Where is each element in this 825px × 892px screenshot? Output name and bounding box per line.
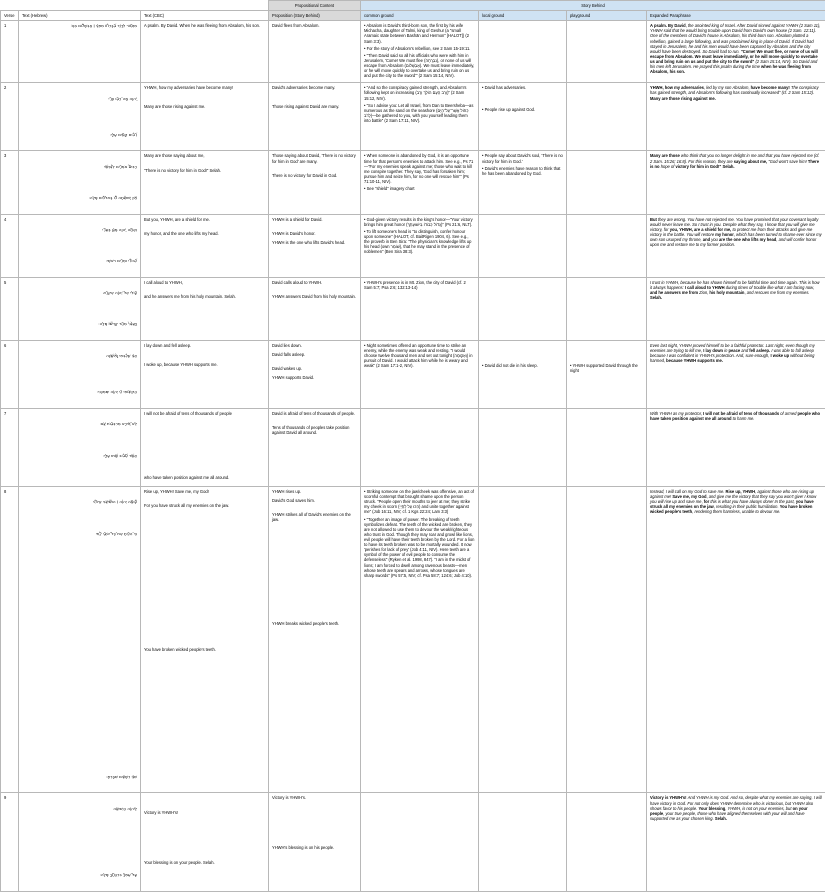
- verse-number: 8: [1, 487, 19, 793]
- expanded-paraphrase-cell: I trust in YHWH, because he has shown himself to be faithful time and time again. This is how it always happens: I call aloud to YHWH during times of trouble like what I am facing now, and he answers me from Zion, his holy mountain, and rescues me from my enemies. Selah.: [647, 277, 825, 340]
- hebrew-text: רַבִּים֮ אֹמְרִ֪ים לְנַ֫פְשִׁ֥י אֵ֤ין יְֽשׁוּעָ֓תָה לּ֬וֹ בֵֽאלֹהִ֬ים סֶֽלָה׃: [19, 151, 141, 214]
- table-row: [1, 83, 825, 151]
- playground-cell: [567, 487, 647, 793]
- hebrew-text: מִזְמ֥וֹר לְדָוִ֑ד בְּ֝בָרְח֗וֹ מִפְּנֵ֤י ׀ אַבְשָׁל֬וֹם בְּנֽוֹ׃: [19, 21, 141, 83]
- common-ground-cell: • YHWH's presence is in Mt. Zion, the city of David (cf. 2 Sam 5:7; Psa 2:6; 132:13-14): [361, 277, 479, 340]
- verse-number: 5: [1, 277, 19, 340]
- playground-cell: [567, 277, 647, 340]
- expanded-paraphrase-cell: Even last night, YHWH proved himself to be a faithful protector. Last night, even though my enemies are trying to kill me, I lay down in peace and fell asleep. I was able to fall asleep because I was confident in YHWH's protection. And, sure enough, I woke up without being harmed, because YHWH supports me.: [647, 340, 825, 408]
- common-ground-cell: • When someone is abandoned by God, it is an opportune time for that person's enemies to attack him. See e.g., Ps 71—"For my enemies speak against me; those who wait to kill me conspire together. They say, 'God has forsaken him; pursue him and seize him, for no one will rescue him'" (Ps 71:10-11, NIV). • See "shield" imagery chart: [361, 151, 479, 214]
- table-row: [1, 408, 825, 486]
- playground-cell: [567, 83, 647, 151]
- verse-number: 4: [1, 214, 19, 277]
- table-row: [1, 277, 825, 340]
- local-ground-cell: [479, 21, 567, 83]
- proposition-text: David's adversaries become many. Those rising against David are many.: [269, 83, 361, 151]
- expanded-paraphrase-cell: But they are wrong. You have not rejected me. You have promised that your covenant loyalty would never leave me. So I trust in you. Despite what they say, I know that you will give me victory, for you, YHWH, are a shield for me, to protect me from their attacks and give me victory in the battle. You will restore my honor, which has been turned to shame ever since my own son usurped my throne, and you are the one who lifts my head, and will confer honor upon me and restore me to my former position.: [647, 214, 825, 277]
- common-ground-cell: [361, 793, 479, 891]
- hebrew-text: ק֘וּמָ֤ה יְהוָ֨ה ׀ הוֹשִׁ֘יעֵ֤נִי אֱלֹהַ֗י כִּֽי־הִכִּ֣יתָ אֶת־כָּל־אֹיְבַ֣י לֶ֑חִי שִׁנֵּ֖י רְשָׁעִ֣ים שִׁבַּֽרְתָּ׃: [19, 487, 141, 793]
- verse-number: 3: [1, 151, 19, 214]
- column-header-text-cbc: Text (CBC): [141, 11, 269, 21]
- hebrew-text: יְ֭הוָה מָֽה־רַבּ֣וּ צָרָ֑י רַ֝בִּ֗ים קָמִ֥ים עָלָֽי׃: [19, 83, 141, 151]
- cbc-text: I will not be afraid of tens of thousands of people who have taken position against me all around.: [141, 408, 269, 486]
- column-header-common-ground: common ground: [361, 11, 479, 21]
- expanded-paraphrase-cell: Victory is YHWH's! And YHWH is my God. And so, despite what my enemies are saying, I will have victory in God. For not only does YHWH determine who is victorious, but YHWH also shows favor to his people. Your blessing, YHWH, is not on your enemies, but on your people, your true people, those who have aligned themselves with your will and have supported me as your chosen king. Selah.: [647, 793, 825, 891]
- expanded-paraphrase-cell: With YHWH as my protector, I will not be afraid of tens of thousands of armed people who have taken position against me all around to harm me.: [647, 408, 825, 486]
- column-header-expanded-paraphrase: Expanded Paraphrase: [647, 11, 825, 21]
- band-spacer-hebrew: [19, 1, 141, 11]
- hebrew-text: לֹֽא־אִ֭ירָא מֵרִבְב֥וֹת עָ֑ם אֲשֶׁ֥ר סָ֝בִ֗יב שָׁ֣תוּ עָלָֽי׃: [19, 408, 141, 486]
- local-ground-cell: [479, 793, 567, 891]
- expanded-paraphrase-cell: Instead, I will call on my God to save me. Rise up, YHWH, against those who are rising up against me! Save me, my God, and give me the victory that they say you won't give! I know you will rise up and save me, for this is what you have always done! In the past, you have struck all my enemies on the jaw, resulting in their public humiliation. You have broken wicked people's teeth, rendering them harmless, unable to devour me.: [647, 487, 825, 793]
- local-ground-cell: [479, 487, 567, 793]
- cbc-text: I call aloud to YHWH, and he answers me from his holy mountain. Selah.: [141, 277, 269, 340]
- expanded-paraphrase-cell: A psalm. By David, the anointed king of Israel. After David sinned against YHWH (2 Sam 11), YHWH said that he would bring trouble upon David from David's own house (2 Sam. 12:11). One of the members of David's house is Absalom, his third-born son. Absalom plotted a rebellion, gained a large following, and was proclaimed king in place of David. If David had stayed in Jerusalem, he and his men would have been captured by Absalom and the city would have been destroyed. So David had to run. "Come! We must flee, or none of us will escape from Absalom. We must leave immediately, or he will move quickly to overtake us and bring ruin on us and put the city to the sword" (2 Sam 15:14, NIV). So David and his men left Jerusalem. He prayed this psalm during the time when he was fleeing from Absalom, his son.: [647, 21, 825, 83]
- column-header-verse: Verse: [1, 11, 19, 21]
- playground-cell: [567, 21, 647, 83]
- expanded-paraphrase-cell: Many are those who think that you no longer delight in me and that you have rejected me (cf. 2 Sam. 15:26; 16:8). For this reason, they are saying about me, "God won't save him! There is no hope of victory for him in God!" Selah.: [647, 151, 825, 214]
- proposition-text: David is afraid of tens of thousands of people. Tens of thousands of peoples take position against David all around.: [269, 408, 361, 486]
- proposition-text: YHWH rises up. David's God saves him. YHWH strikes all of David's enemies on the jaw. YHWH breaks wicked people's teeth.: [269, 487, 361, 793]
- verse-number: 2: [1, 83, 19, 151]
- verse-number: 9: [1, 793, 19, 891]
- verse-number: 7: [1, 408, 19, 486]
- table-row: [1, 340, 825, 408]
- band-story-behind: Story Behind: [361, 1, 825, 11]
- proposition-text: David calls aloud to YHWH. YHWH answers David from his holy mountain.: [269, 277, 361, 340]
- proposition-text: David lies down. David falls asleep. David wakes up. YHWH supports David.: [269, 340, 361, 408]
- cbc-text: Many are those saying about me, "There is no victory for him in God!" Selah.: [141, 151, 269, 214]
- table-row: [1, 793, 825, 891]
- table-row: [1, 151, 825, 214]
- cbc-text: But you, YHWH, are a shield for me. my honor, and the one who lifts my head.: [141, 214, 269, 277]
- common-ground-cell: • "And so the conspiracy gained strength, and Absalom's following kept on increasing (וְרַב הָעָם הוֹלֵךְ וְרָב)" (2 Sam 15:12, NIV). • "So I advise you: Let all Israel, from Dan to Beersheba—as numerous as the sand on the seashore (כַּחוֹל אֲשֶׁר־עַל־הַיָּם לָרֹב)—be gathered to you, with you yourself leading them into battle" (2 Sam 17:11, NIV).: [361, 83, 479, 151]
- local-ground-cell: • David has adversaries. • People rise up against God.: [479, 83, 567, 151]
- playground-cell: [567, 793, 647, 891]
- verse-number: 6: [1, 340, 19, 408]
- verse-number: 1: [1, 21, 19, 83]
- band-spacer-cbc: [141, 1, 269, 11]
- expanded-paraphrase-cell: YHWH, how my adversaries, led by my son Absalom, have become many! The conspiracy has gained strength, and Absalom's following has continually increased" (cf. 2 Sam 15:12). Many are those rising against me.: [647, 83, 825, 151]
- playground-cell: [567, 408, 647, 486]
- common-ground-cell: • God-given victory results in the king's honor—"Your victory brings him great honor (גָּדוֹל כְּבוֹדוֹ בִּישׁוּעָתֶךָ)" (Ps 21:6, NLT). • To lift someone's head is "to distinguish, confer honour upon someone" (HALOT, cf. BaitRigen 1904, 6). See e.g., the proverb in Ben Sira: "The physician's knowledge lifts up his head (own שׁוֹמֵר), that he may stand in the presence of noblemen" (Ben Sira 38:3).: [361, 214, 479, 277]
- proposition-text: Victory is YHWH's. YHWH's blessing is on his people.: [269, 793, 361, 891]
- proposition-text: Those saying about David, 'There is no victory for him in God' are many. There is no victory for David in God.: [269, 151, 361, 214]
- common-ground-cell: • Striking someone on the jaw/cheek was offensive, an act of scornful contempt that brought shame upon the person struck. "People open their mouths to jeer at me; they strike my cheek in scorn (הִכּוּ עַל לְחָיַי) and unite together against me" (Job 16:11, NIV; cf. 1 Kgs 22:24; Lam 3:3) • "Together an image of power. The breaking of teeth symbolizes defeat. The teeth of the wicked are broken, they are not allowed to use them to devour the weak/righteous who trust in God. Though they may roar and growl like lions, evil people will have their teeth broken by the Lord. For a lion to have its teeth broken was to be mortally wounded. It now 'perishes for lack of prey' (Job 4:11, NIV). Here teeth are a symbol of the power of evil people to consume the defenseless" (Ryken et al. 1998, 847). "I am in the midst of lions; I am forced to dwell among ravenous beasts—men whose teeth are spears and arrows, whose tongues are sharp swords" (Ps 57:5, NIV; cf. Psa 58:7; 124:6; Job 4:10).: [361, 487, 479, 793]
- table-row: [1, 214, 825, 277]
- common-ground-cell: • Absalom is David's third-born son, the first by his wife Michacha, daughter of Talmi, king of Geshur (a "small Aramaic state between Bashān and Hermon" [HALOT]) (2 Sam 3:3). • For the story of Absalom's rebellion, see 2 Sam 15-19:11. • "Then David said so all his officials who were with him in Jerusalem, 'Come! We must flee (נִבְרָחָה), or none of us will escape from Absalom (אַבְשָׁלוֹם). We must leave immediately, or he will move quickly to overtake us and bring ruin on us and put the city to the sword'" (2 Sam 15:14, NIV).: [361, 21, 479, 83]
- local-ground-cell: • David did not die in his sleep.: [479, 340, 567, 408]
- cbc-text: Victory is YHWH's! Your blessing is on your people. Selah.: [141, 793, 269, 891]
- table-band-row: [1, 1, 825, 11]
- proposition-text: David flees from Absalom.: [269, 21, 361, 83]
- local-ground-cell: [479, 214, 567, 277]
- table-row: [1, 487, 825, 793]
- cbc-text: Rise up, YHWH! Save me, my God! For you have struck all my enemies on the jaw. You have broken wicked people's teeth.: [141, 487, 269, 793]
- column-header-local-ground: local ground: [479, 11, 567, 21]
- playground-cell: • YHWH supported David through the night: [567, 340, 647, 408]
- local-ground-cell: [479, 277, 567, 340]
- cbc-text: A psalm. By David. When he was fleeing from Absalom, his son.: [141, 21, 269, 83]
- playground-cell: [567, 214, 647, 277]
- column-header-playground: playground: [567, 11, 647, 21]
- table-row: [1, 21, 825, 83]
- table-header-row: [1, 11, 825, 21]
- cbc-text: I lay down and fell asleep. I woke up, because YHWH supports me.: [141, 340, 269, 408]
- band-spacer-verse: [1, 1, 19, 11]
- hebrew-text: אֲנִ֥י שָׁכַ֗בְתִּי וָֽאִ֫ישָׁ֥נָה הֱקִיצ֑וֹתִי כִּ֖י יְהוָ֣ה יִסְמְכֵֽנִי׃: [19, 340, 141, 408]
- cbc-text: YHWH, how my adversaries have become many! Many are those rising against me.: [141, 83, 269, 151]
- common-ground-cell: [361, 408, 479, 486]
- playground-cell: [567, 151, 647, 214]
- local-ground-cell: • People say about David's soul, 'There is no victory for him in God.' • David's enemies have reason to think that he has been abandoned by God.: [479, 151, 567, 214]
- band-propositional-content: Propositional Content: [269, 1, 361, 11]
- proposition-text: YHWH is a shield for David. YHWH is David's honor. YHWH is the one who lifts David's head.: [269, 214, 361, 277]
- hebrew-text: וְאַתָּ֣ה יְ֭הוָה מָגֵ֣ן בַּעֲדִ֑י כְּ֝בוֹדִ֗י וּמֵרִ֥ים רֹאשִֽׁי׃: [19, 214, 141, 277]
- column-header-text-hebrew: Text (Hebrew): [19, 11, 141, 21]
- common-ground-cell: • Night sometimes offered an opportune time to strike an enemy, while the enemy was weak and resting. "I would choose twelve thousand men and set out tonight (וְאָקוּמָה) in pursuit of David. I would attack him while he is weary and weak" (2 Sam 17:1-2, NIV).: [361, 340, 479, 408]
- hebrew-text: לַיהוָ֥ה הַיְשׁוּעָ֑ה עַֽל־עַמְּךָ֖ בִרְכָתֶ֣ךָ סֶּֽלָה׃: [19, 793, 141, 891]
- column-header-proposition: Proposition (Story Behind): [269, 11, 361, 21]
- local-ground-cell: [479, 408, 567, 486]
- hebrew-text: ק֭וֹלִי אֶל־יְהוָ֣ה אֶקְרָ֑א וַיַּעֲנֵ֙נִי֙ מֵהַ֥ר קָדְשׁ֗וֹ סֶֽלָה׃: [19, 277, 141, 340]
